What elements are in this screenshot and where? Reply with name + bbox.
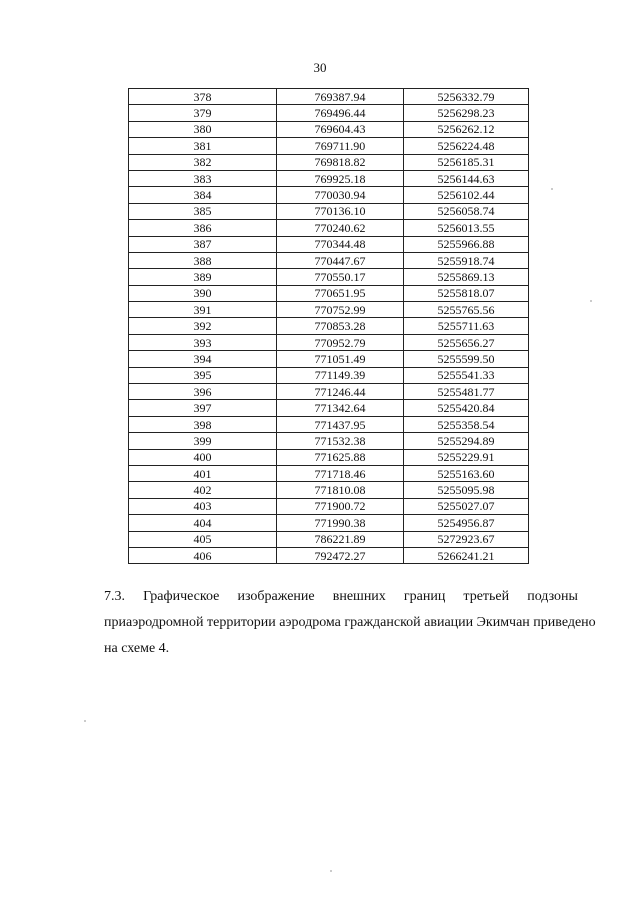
table-row xyxy=(129,236,529,252)
y-coordinate-cell: 5256144.63 xyxy=(404,170,529,186)
y-coordinate-cell: 5256102.44 xyxy=(404,187,529,203)
point-number-cell: 386 xyxy=(129,220,277,236)
point-number-cell: 398 xyxy=(129,416,277,432)
point-number-cell: 388 xyxy=(129,252,277,268)
table-row xyxy=(129,285,529,301)
table-row xyxy=(129,105,529,121)
point-number-cell: 397 xyxy=(129,400,277,416)
point-number-cell: 381 xyxy=(129,138,277,154)
table-row xyxy=(129,351,529,367)
table-row xyxy=(129,187,529,203)
x-coordinate-cell: 769496.44 xyxy=(277,105,404,121)
y-coordinate-cell: 5255095.98 xyxy=(404,482,529,498)
y-coordinate-cell: 5266241.21 xyxy=(404,547,529,563)
x-coordinate-cell: 771990.38 xyxy=(277,515,404,531)
scan-speck xyxy=(84,720,86,722)
page-number: 30 xyxy=(313,60,327,75)
y-coordinate-cell: 5255869.13 xyxy=(404,269,529,285)
paragraph-line-3-text: на схеме 4. xyxy=(104,641,170,656)
table-row xyxy=(129,367,529,383)
y-coordinate-cell: 5255294.89 xyxy=(404,433,529,449)
point-number-cell: 391 xyxy=(129,302,277,318)
table-row xyxy=(129,498,529,514)
y-coordinate-cell: 5272923.67 xyxy=(404,531,529,547)
y-coordinate-cell: 5254956.87 xyxy=(404,515,529,531)
section-paragraph xyxy=(104,584,596,662)
paragraph-line-2-text: приаэродромной территории аэродрома гражданской авиации Экимчан приведено xyxy=(104,615,596,630)
x-coordinate-cell: 770853.28 xyxy=(277,318,404,334)
x-coordinate-cell: 771900.72 xyxy=(277,498,404,514)
y-coordinate-cell: 5255481.77 xyxy=(404,384,529,400)
table-row xyxy=(129,384,529,400)
point-number-cell: 406 xyxy=(129,547,277,563)
y-coordinate-cell: 5256298.23 xyxy=(404,105,529,121)
paragraph-word: внешних xyxy=(332,589,386,604)
table-row xyxy=(129,89,529,105)
coordinates-table xyxy=(128,88,529,564)
y-coordinate-cell: 5255966.88 xyxy=(404,236,529,252)
y-coordinate-cell: 5255229.91 xyxy=(404,449,529,465)
paragraph-word: Графическое xyxy=(143,589,220,604)
point-number-cell: 399 xyxy=(129,433,277,449)
x-coordinate-cell: 771149.39 xyxy=(277,367,404,383)
point-number-cell: 383 xyxy=(129,170,277,186)
y-coordinate-cell: 5255918.74 xyxy=(404,252,529,268)
table-row xyxy=(129,302,529,318)
x-coordinate-cell: 770240.62 xyxy=(277,220,404,236)
y-coordinate-cell: 5255711.63 xyxy=(404,318,529,334)
x-coordinate-cell: 771625.88 xyxy=(277,449,404,465)
y-coordinate-cell: 5256013.55 xyxy=(404,220,529,236)
paragraph-word: подзоны xyxy=(527,589,578,604)
y-coordinate-cell: 5255599.50 xyxy=(404,351,529,367)
x-coordinate-cell: 771718.46 xyxy=(277,465,404,481)
table-row xyxy=(129,465,529,481)
point-number-cell: 384 xyxy=(129,187,277,203)
point-number-cell: 392 xyxy=(129,318,277,334)
y-coordinate-cell: 5256058.74 xyxy=(404,203,529,219)
table-row xyxy=(129,269,529,285)
table-row xyxy=(129,170,529,186)
table-row xyxy=(129,220,529,236)
x-coordinate-cell: 769818.82 xyxy=(277,154,404,170)
x-coordinate-cell: 771246.44 xyxy=(277,384,404,400)
point-number-cell: 394 xyxy=(129,351,277,367)
table-row xyxy=(129,482,529,498)
scan-speck xyxy=(551,188,553,190)
table-row xyxy=(129,203,529,219)
scan-speck xyxy=(590,300,592,302)
y-coordinate-cell: 5256262.12 xyxy=(404,121,529,137)
y-coordinate-cell: 5255656.27 xyxy=(404,334,529,350)
x-coordinate-cell: 770752.99 xyxy=(277,302,404,318)
x-coordinate-cell: 771437.95 xyxy=(277,416,404,432)
x-coordinate-cell: 769604.43 xyxy=(277,121,404,137)
point-number-cell: 403 xyxy=(129,498,277,514)
x-coordinate-cell: 769925.18 xyxy=(277,170,404,186)
x-coordinate-cell: 769711.90 xyxy=(277,138,404,154)
paragraph-word: 7.3. xyxy=(104,589,125,604)
table-row xyxy=(129,252,529,268)
table-row xyxy=(129,121,529,137)
point-number-cell: 379 xyxy=(129,105,277,121)
y-coordinate-cell: 5255420.84 xyxy=(404,400,529,416)
table-row xyxy=(129,400,529,416)
table-row xyxy=(129,318,529,334)
point-number-cell: 396 xyxy=(129,384,277,400)
point-number-cell: 380 xyxy=(129,121,277,137)
point-number-cell: 401 xyxy=(129,465,277,481)
scan-speck xyxy=(330,870,332,872)
paragraph-word: изображение xyxy=(237,589,315,604)
x-coordinate-cell: 770030.94 xyxy=(277,187,404,203)
table-row xyxy=(129,334,529,350)
point-number-cell: 378 xyxy=(129,89,277,105)
x-coordinate-cell: 771810.08 xyxy=(277,482,404,498)
point-number-cell: 387 xyxy=(129,236,277,252)
paragraph-word: границ xyxy=(403,589,446,604)
table-row xyxy=(129,154,529,170)
y-coordinate-cell: 5256185.31 xyxy=(404,154,529,170)
y-coordinate-cell: 5255163.60 xyxy=(404,465,529,481)
table-row xyxy=(129,433,529,449)
point-number-cell: 395 xyxy=(129,367,277,383)
table-row xyxy=(129,416,529,432)
point-number-cell: 393 xyxy=(129,334,277,350)
x-coordinate-cell: 770136.10 xyxy=(277,203,404,219)
point-number-cell: 390 xyxy=(129,285,277,301)
x-coordinate-cell: 770952.79 xyxy=(277,334,404,350)
x-coordinate-cell: 771342.64 xyxy=(277,400,404,416)
point-number-cell: 405 xyxy=(129,531,277,547)
point-number-cell: 400 xyxy=(129,449,277,465)
y-coordinate-cell: 5256224.48 xyxy=(404,138,529,154)
x-coordinate-cell: 770651.95 xyxy=(277,285,404,301)
x-coordinate-cell: 771051.49 xyxy=(277,351,404,367)
point-number-cell: 402 xyxy=(129,482,277,498)
paragraph-word: третьей xyxy=(463,589,510,604)
y-coordinate-cell: 5255541.33 xyxy=(404,367,529,383)
point-number-cell: 389 xyxy=(129,269,277,285)
x-coordinate-cell: 769387.94 xyxy=(277,89,404,105)
point-number-cell: 382 xyxy=(129,154,277,170)
point-number-cell: 404 xyxy=(129,515,277,531)
table-row xyxy=(129,531,529,547)
y-coordinate-cell: 5255818.07 xyxy=(404,285,529,301)
coordinates-table-body xyxy=(129,89,529,564)
table-row xyxy=(129,515,529,531)
x-coordinate-cell: 792472.27 xyxy=(277,547,404,563)
table-row xyxy=(129,138,529,154)
point-number-cell: 385 xyxy=(129,203,277,219)
paragraph-line-2 xyxy=(104,610,596,636)
y-coordinate-cell: 5255027.07 xyxy=(404,498,529,514)
x-coordinate-cell: 770344.48 xyxy=(277,236,404,252)
x-coordinate-cell: 770550.17 xyxy=(277,269,404,285)
y-coordinate-cell: 5255358.54 xyxy=(404,416,529,432)
x-coordinate-cell: 786221.89 xyxy=(277,531,404,547)
table-row xyxy=(129,547,529,563)
x-coordinate-cell: 770447.67 xyxy=(277,252,404,268)
y-coordinate-cell: 5256332.79 xyxy=(404,89,529,105)
paragraph-line-1 xyxy=(104,584,578,610)
paragraph-line-3 xyxy=(104,636,578,662)
x-coordinate-cell: 771532.38 xyxy=(277,433,404,449)
y-coordinate-cell: 5255765.56 xyxy=(404,302,529,318)
table-row xyxy=(129,449,529,465)
